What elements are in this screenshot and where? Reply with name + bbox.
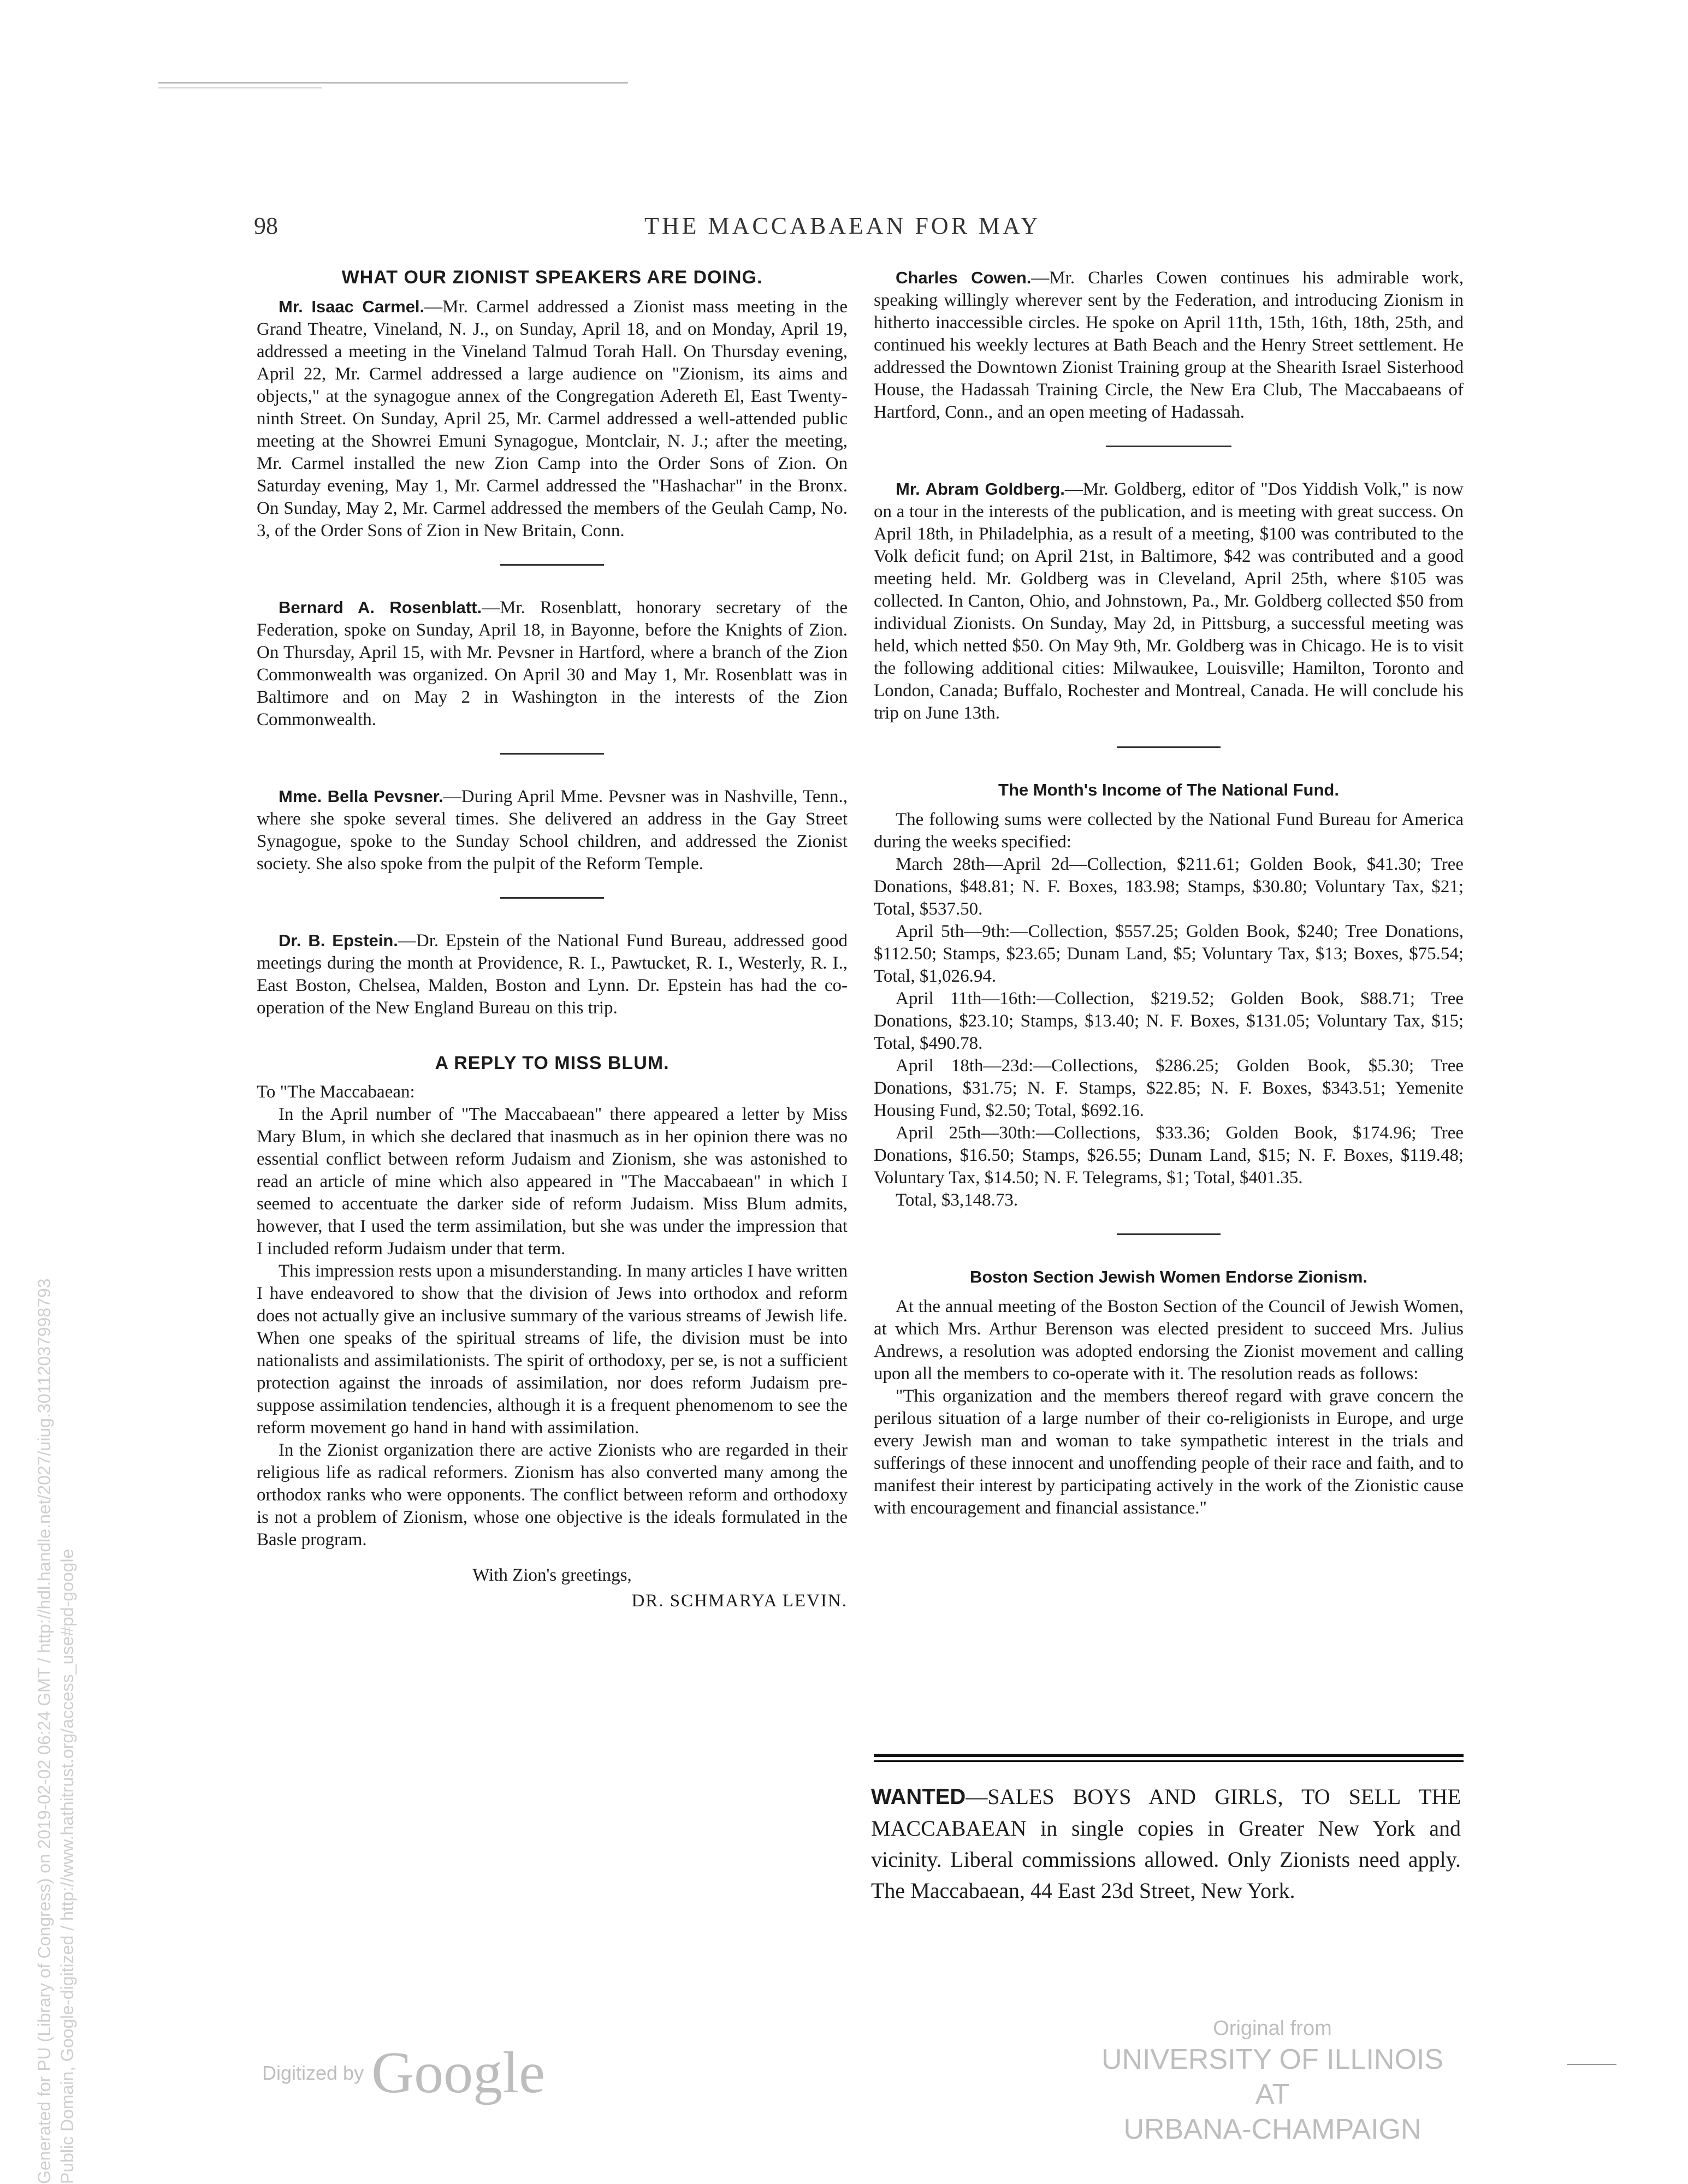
reply-paragraph-2: This impression rests upon a misunderstanding. In many articles I have written I have endeavored to show that the division of Jews into orthodox and reform does not actually give an inclusive summary of the various streams of Jewish life. When one speaks of the spiritual streams of life, the division must be into nationalists and assimilationists. The spirit of orthodoxy, per se, is not a sufficient protection against the inroads of assimilation, nor does reform Judaism pre-suppose assimilation tendencies, although it is a frequent phenomenom to see the reform movement go hand in hand with assimilation.: [257, 1261, 848, 1438]
separator-rule: [1117, 746, 1221, 748]
wanted-advertisement: [871, 1781, 1461, 1906]
fund-entry: April 5th—9th:—Collection, $557.25; Golden Book, $240; Tree Donations, $112.50; Stamps, $23.65; Dunam Land, $5; Voluntary Tax, $13; Boxes, $75.54; Total, $1,026.94.: [874, 922, 1464, 986]
page-number: 98: [254, 212, 278, 239]
watermark-line-1: Generated for PU (Library of Congress) on 2019-02-02 06:24 GMT / http://hdl.handle.net/2027/uiug.30112037998793: [34, 1278, 54, 2184]
boston-heading: Boston Section Jewish Women Endorse Zionism.: [969, 1267, 1368, 1286]
original-from-label: Original from: [1213, 2017, 1332, 2040]
corner-mark: [1567, 2064, 1616, 2065]
wanted-text: —SALES BOYS AND GIRLS, TO SELL THE MACCABAEAN in single copies in Greater New York and vicinity. Liberal commissions allowed. Only Zionists need apply. The Maccabaean, 44 East 23d Street, New York.: [871, 1784, 1461, 1903]
pevsner-paragraph: [257, 785, 848, 875]
fund-entry: April 18th—23d:—Collections, $286.25; Golden Book, $5.30; Tree Donations, $31.75; N. F. Stamps, $22.85; N. F. Boxes, $343.51; Yemenite Housing Fund, $2.50; Total, $692.16.: [874, 1056, 1464, 1120]
rosenblatt-paragraph: [257, 596, 848, 731]
rosenblatt-lead: Bernard A. Rosenblatt.: [279, 598, 482, 617]
fund-entry: April 25th—30th:—Collections, $33.36; Golden Book, $174.96; Tree Donations, $16.50; Stamps, $26.55; Dunam Land, $15; N. F. Boxes, $119.48; Voluntary Tax, $14.50; N. F. Telegrams, $1; Total, $401.35.: [874, 1123, 1464, 1188]
separator-rule: [1106, 446, 1231, 447]
double-rule-bottom: [874, 1760, 1464, 1762]
original-from-block: [1087, 2015, 1458, 2147]
reply-signature: DR. SCHMARYA LEVIN.: [631, 1591, 848, 1611]
goldberg-text: —Mr. Goldberg, editor of "Dos Yiddish Volk," is now on a tour in the interests of the publication, and is meeting with great success. On April 18th, in Philadelphia, as a result of a meeting, $100 was contributed to the Volk deficit fund; on April 21st, in Baltimore, $42 was contributed and a good meeting held. Mr. Goldberg was in Cleveland, April 25th, where $105 was collected. In Canton, Ohio, and Johnstown, Pa., Mr. Goldberg collected $50 from individual Zionists. On Sunday, May 2d, in Pittsburg, a successful meeting was held, which netted $50. On May 9th, Mr. Goldberg was in Chicago. He is to visit the following additional cities: Milwaukee, Louisville; Hamilton, Toronto and London, Canada; Buffalo, Rochester and Montreal, Canada. He will conclude his trip on June 13th.: [874, 479, 1464, 723]
watermark-line-2: Public Domain, Google-digitized / http://www.hathitrust.org/access_use#pd-google: [57, 1548, 77, 2184]
separator-rule: [500, 897, 604, 899]
top-rule: [158, 82, 628, 84]
separator-rule: [500, 564, 604, 566]
epstein-lead: Dr. B. Epstein.: [279, 931, 398, 950]
digitized-by-google: [262, 2039, 545, 2107]
fund-intro: The following sums were collected by the National Fund Bureau for America during the weeks specified:: [874, 810, 1464, 852]
epstein-paragraph: [257, 929, 848, 1019]
university-name: UNIVERSITY OF ILLINOIS AT: [1101, 2044, 1444, 2110]
separator-rule: [500, 753, 604, 755]
left-column: [257, 266, 848, 1612]
fund-entry: April 11th—16th:—Collection, $219.52; Golden Book, $88.71; Tree Donations, $23.10; Stamps, $13.40; N. F. Boxes, $131.05; Voluntary Tax, $15; Total, $490.78.: [874, 989, 1464, 1053]
reply-paragraph-1: In the April number of "The Maccabaean" there appeared a letter by Miss Mary Blum, in which she declared that inasmuch as in her opinion there was no essential conflict between reform Judaism and Zionism, she was astonished to read an article of mine which also appeared in "The Maccabaean" in which I seemed to accentuate the darker side of reform Judaism. Miss Blum admits, however, that I used the term assimilation, but she was under the impression that I included reform Judaism under that term.: [257, 1105, 848, 1259]
side-watermark: [33, 1278, 79, 2184]
digitized-by-label: Digitized by: [262, 2062, 364, 2084]
reply-closing: With Zion's greetings,: [472, 1565, 632, 1585]
boston-paragraph-1: At the annual meeting of the Boston Section of the Council of Jewish Women, at which Mrs. Arthur Berenson was elected president to succeed Mrs. Julius Andrews, a resolution was adopted endorsing the Zionist movement and calling upon all the members to co-operate with it. The resolution reads as follows:: [874, 1297, 1464, 1384]
cowen-text: —Mr. Charles Cowen continues his admirable work, speaking willingly wherever sent by the Federation, and introducing Zionism in hitherto inaccessible circles. He spoke on April 11th, 15th, 16th, 18th, 25th, and continued his weekly lectures at Bath Beach and the Henry Street settlement. He addressed the Downtown Zionist Training group at the Shearith Israel Sisterhood House, the Hadassah Training Circle, the New Era Club, The Maccabaeans of Hartford, Conn., and an open meeting of Hadassah.: [874, 268, 1464, 422]
epstein-text: —Dr. Epstein of the National Fund Bureau, addressed good meetings during the month at Providence, R. I., Pawtucket, R. I., Westerly, R. I., East Boston, Chelsea, Malden, Boston and Lynn. Dr. Epstein has had the co-operation of the New England Bureau on this trip.: [257, 931, 848, 1018]
carmel-lead: Mr. Isaac Carmel.: [279, 297, 425, 316]
carmel-paragraph: [257, 295, 848, 542]
double-rule-top: [874, 1754, 1464, 1757]
separator-rule: [1117, 1233, 1221, 1235]
right-column: [874, 266, 1464, 1520]
google-logo: Google: [371, 2040, 546, 2105]
cowen-lead: Charles Cowen.: [896, 268, 1032, 287]
reply-heading: A REPLY TO MISS BLUM.: [435, 1053, 670, 1073]
fund-entry: March 28th—April 2d—Collection, $211.61; Golden Book, $41.30; Tree Donations, $48.81; N. F. Boxes, 183.98; Stamps, $30.80; Voluntary Tax, $21; Total, $537.50.: [874, 854, 1464, 919]
top-rule-faint: [158, 87, 322, 88]
rosenblatt-text: —Mr. Rosenblatt, honorary secretary of the Federation, spoke on Sunday, April 18, in Bayonne, before the Knights of Zion. On Thursday, April 15, with Mr. Pevsner in Hartford, where a branch of the Zion Commonwealth was organized. On April 30 and May 1, Mr. Rosenblatt was in Baltimore and on May 2 in Washington in the interests of the Zion Commonwealth.: [257, 598, 848, 729]
fund-heading: The Month's Income of The National Fund.: [998, 780, 1339, 799]
speakers-heading: WHAT OUR ZIONIST SPEAKERS ARE DOING.: [341, 267, 763, 288]
goldberg-paragraph: [874, 478, 1464, 725]
reply-salutation: To "The Maccabaean:: [257, 1082, 415, 1102]
cowen-paragraph: [874, 266, 1464, 424]
fund-total: Total, $3,148.73.: [896, 1190, 1018, 1210]
running-title: THE MACCABAEAN FOR MAY: [644, 212, 1041, 239]
wanted-word: WANTED: [871, 1785, 966, 1809]
reply-paragraph-3: In the Zionist organization there are active Zionists who are regarded in their religious life as radical reformers. Zionism has also converted many among the orthodox ranks who were opponents. The conflict between reform and orthodoxy is not a problem of Zionism, whose one objective is the ideals formulated in the Basle program.: [257, 1440, 848, 1550]
carmel-text: —Mr. Carmel addressed a Zionist mass meeting in the Grand Theatre, Vineland, N. J., on Sunday, April 18, and on Monday, April 19, addressed a meeting in the Vineland Talmud Torah Hall. On Thursday evening, April 22, Mr. Carmel addressed a large audience on "Zionism, its aims and objects," at the synagogue annex of the Congregation Adereth El, East Twenty-ninth Street. On Sunday, April 25, Mr. Carmel addressed a well-attended public meeting at the Showrei Emuni Synagogue, Montclair, N. J.; after the meeting, Mr. Carmel installed the new Zion Camp into the Order Sons of Zion. On Saturday evening, May 1, Mr. Carmel addressed the "Hashachar" in the Bronx. On Sunday, May 2, Mr. Carmel addressed the members of the Geulah Camp, No. 3, of the Order Sons of Zion in New Britain, Conn.: [257, 297, 848, 541]
goldberg-lead: Mr. Abram Goldberg.: [896, 479, 1065, 498]
pevsner-text: —During April Mme. Pevsner was in Nashville, Tenn., where she spoke several times. She delivered an address in the Gay Street Synagogue, spoke to the Sunday School children, and addressed the Zionist society. She also spoke from the pulpit of the Reform Temple.: [257, 787, 848, 874]
boston-paragraph-2: "This organization and the members thereof regard with grave concern the perilous situation of a large number of their co-religionists in Europe, and urge every Jewish man and woman to take sympathetic interest in the trials and sufferings of these innocent and unoffending people of their race and faith, and to manifest their interest by participating actively in the work of the Zionistic cause with encouragement and financial assistance.": [874, 1386, 1464, 1518]
pevsner-lead: Mme. Bella Pevsner.: [279, 787, 443, 806]
campus-name: URBANA-CHAMPAIGN: [1123, 2114, 1422, 2145]
